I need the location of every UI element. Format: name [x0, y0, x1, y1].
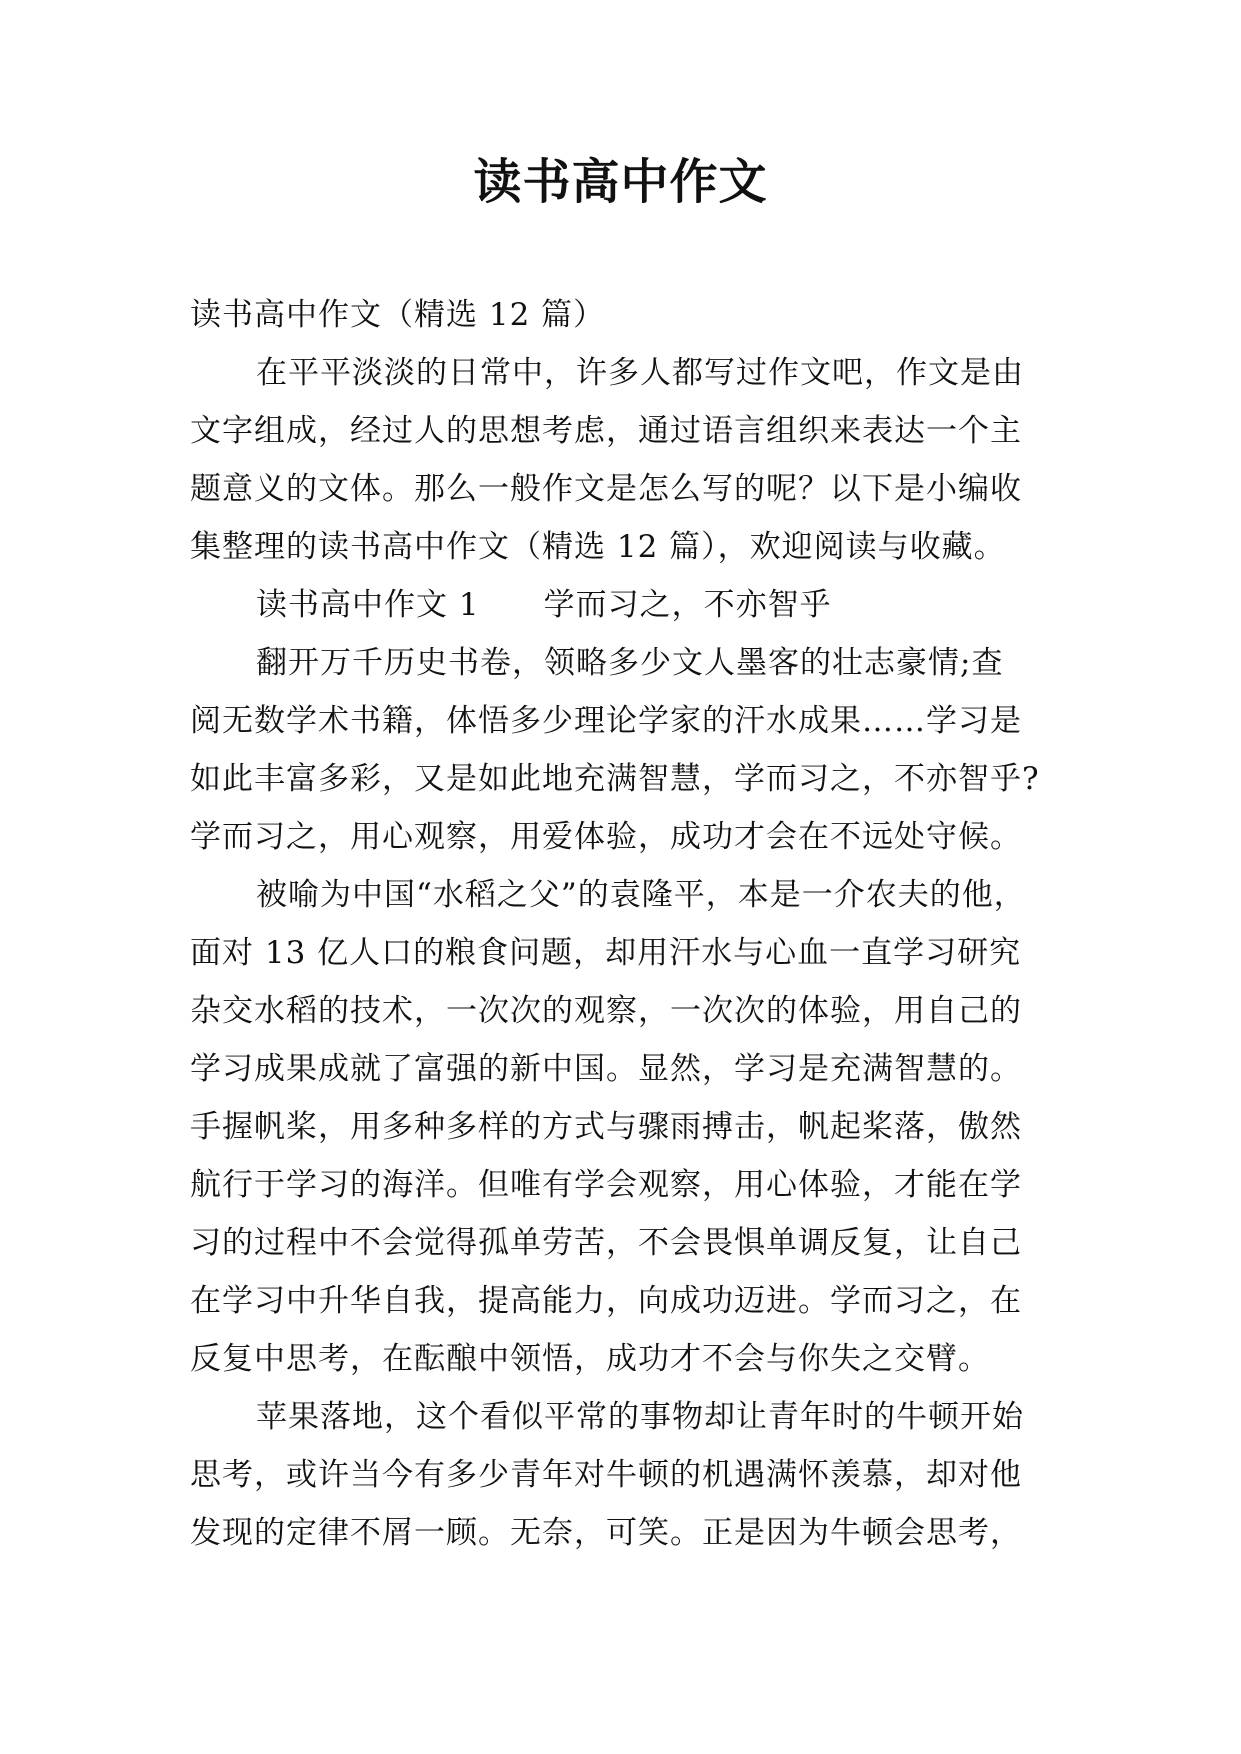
text-line: 发现的定律不屑一顾。无奈，可笑。正是因为牛顿会思考， [190, 1515, 1022, 1551]
text-line: 思考，或许当今有多少青年对牛顿的机遇满怀羡慕，却对他 [190, 1457, 1022, 1493]
document-subtitle: 读书高中作文（精选 12 篇） [190, 297, 606, 333]
text-line: 在平平淡淡的日常中，许多人都写过作文吧，作文是由 [256, 355, 1024, 391]
text-line: 题意义的文体。那么一般作文是怎么写的呢？以下是小编收 [190, 471, 1022, 507]
text-line: 在学习中升华自我，提高能力，向成功迈进。学而习之，在 [190, 1283, 1022, 1319]
text-line: 手握帆桨，用多种多样的方式与骤雨搏击，帆起桨落，傲然 [190, 1109, 1022, 1145]
text-line: 阅无数学术书籍，体悟多少理论学家的汗水成果……学习是 [190, 703, 1022, 739]
text-line: 集整理的读书高中作文（精选 12 篇），欢迎阅读与收藏。 [190, 529, 1006, 565]
document-title: 读书高中作文 [473, 154, 768, 210]
text-line: 反复中思考，在酝酿中领悟，成功才不会与你失之交臂。 [190, 1341, 990, 1377]
text-line: 如此丰富多彩，又是如此地充满智慧，学而习之，不亦智乎? [190, 761, 1040, 797]
text-line: 翻开万千历史书卷，领略多少文人墨客的壮志豪情;查 [256, 645, 1004, 681]
document-body [190, 286, 1060, 1562]
paragraph-lines [190, 344, 1060, 1562]
text-line: 苹果落地，这个看似平常的事物却让青年时的牛顿开始 [256, 1399, 1024, 1435]
text-line: 面对 13 亿人口的粮食问题，却用汗水与心血一直学习研究 [190, 935, 1022, 971]
text-line: 读书高中作文 1 学而习之，不亦智乎 [256, 587, 832, 623]
text-line: 习的过程中不会觉得孤单劳苦，不会畏惧单调反复，让自己 [190, 1225, 1022, 1261]
text-line: 被喻为中国“水稻之父”的袁隆平，本是一介农夫的他， [256, 877, 1026, 913]
text-line: 学习成果成就了富强的新中国。显然，学习是充满智慧的。 [190, 1051, 1022, 1087]
text-line: 杂交水稻的技术，一次次的观察，一次次的体验，用自己的 [190, 993, 1022, 1029]
text-line: 学而习之，用心观察，用爱体验，成功才会在不远处守候。 [190, 819, 1022, 855]
text-line: 航行于学习的海洋。但唯有学会观察，用心体验，才能在学 [190, 1167, 1022, 1203]
text-line: 文字组成，经过人的思想考虑，通过语言组织来表达一个主 [190, 413, 1022, 449]
